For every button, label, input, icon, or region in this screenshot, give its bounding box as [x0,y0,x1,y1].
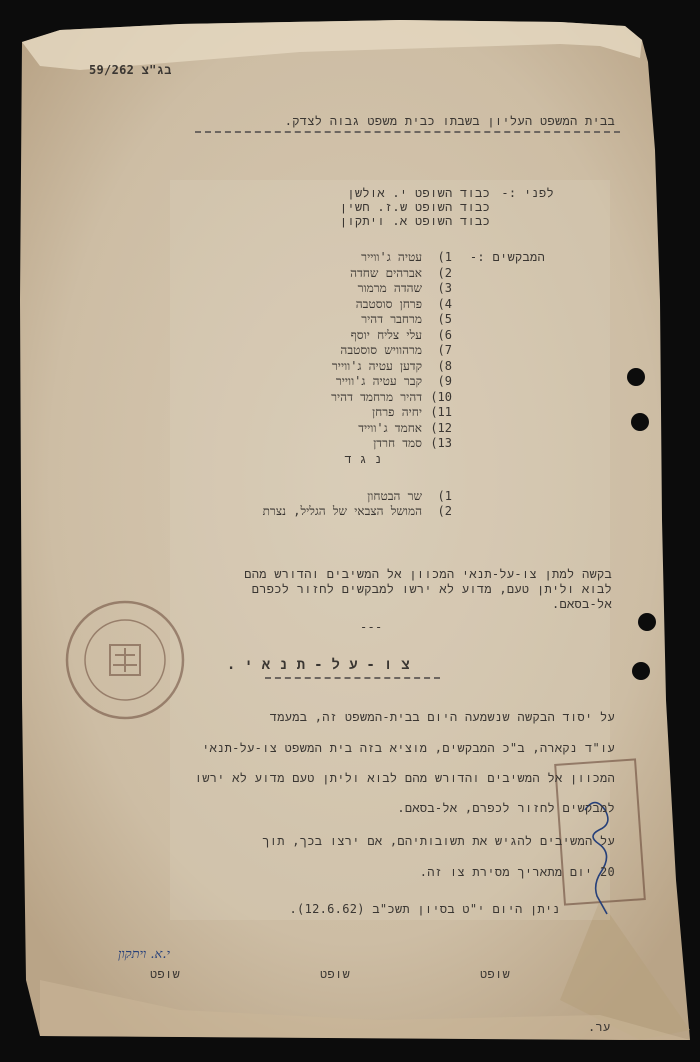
petitioner-number: 4) [437,296,452,311]
petitioner-name: אחמד ג'ווייד [358,420,422,435]
petitioner-row [336,374,452,389]
petitioner-row [332,359,452,374]
respondent-name: שר הבטחון [367,489,422,503]
signature-2: שופט [320,967,351,981]
order-underline [265,677,440,679]
petitioner-name: אברהים שחדה [350,265,422,280]
petitioner-number: 3) [437,281,452,295]
separator: --- [360,620,383,634]
court-title: בבית המשפט העליון בשבתו כבית משפט גבוה לצדק. [284,114,615,128]
petitioner-number: 13) [430,436,452,450]
response-line-1: על המשיבים להגיש את תשובותיהם, אם ירצו בכך, תוך [262,834,615,848]
petitioner-name: שהדה מרמור [357,281,422,295]
respondent-row [263,504,452,519]
petitioner-number: 8) [437,358,452,373]
judge-3: כבוד השופט א. ויתקון [339,214,490,228]
petitioner-name: קבר עטיה ג'ווייר [335,374,422,388]
petitioner-name: יחיה פרחן [372,405,422,419]
petitioner-name: דהיר מרחמד דהיר [331,389,422,404]
petitioner-number: 7) [437,343,452,357]
petitioner-number: 6) [437,327,452,342]
respondent-name: המושל הצבאי של הגליל, נצרת [262,504,422,518]
petitioner-row [361,250,452,265]
petitioner-name: פרחן סוסטבה [355,296,422,311]
request-line-2: לבוא וליתן טעם, מדוע לא ירשו למבקשים לחזור לכפרם [251,582,612,596]
title-underline [195,131,620,133]
petitioners-label: המבקשים :- [469,250,545,264]
petitioner-name: עלי צליח יוסף [350,327,422,342]
petitioner-row [373,436,452,451]
petitioner-number: 2) [437,265,452,280]
petitioner-number: 5) [437,312,452,326]
order-title: צ ו - ע ל - ת נ א י . [226,657,410,673]
petitioner-number: 10) [430,389,452,404]
body-line-3: המכוון אל המשיבים והדורש מהם לבוא וליתן טעם מדוע לא ירשו [194,771,615,785]
petitioner-row [331,390,452,405]
request-line-3: אל-בסאם. [551,597,612,611]
judge-1: כבוד השופט י. אולשן [347,186,490,200]
petitioner-row [358,281,452,296]
petitioner-name: מרהוויש סוסטבה [340,343,422,357]
petitioner-name: קדען עטיה ג'ווייר [331,358,422,373]
petitioner-row [358,421,452,436]
respondent-row [367,489,452,504]
body-line-1: על יסוד הבקשה שנשמעה היום בבית-המשפט זה, במעמד [269,710,615,724]
response-line-2: 20 יום מתאריך מסירת צו זה. [419,865,615,879]
body-line-2: עו"ד נקארה, ב"כ המבקשים, מוציא בזה בית המשפט צו-על-תנאי [202,741,615,755]
petitioner-row [350,266,452,281]
petitioner-row [340,343,452,358]
petitioner-number: 11) [430,405,452,419]
judge-2: כבוד השופט ש.ז. חשין [339,200,490,214]
before-label: לפני :- [501,186,554,200]
petitioner-name: עטיה ג'ווייר [361,250,422,264]
petitioner-row [372,405,452,420]
handwritten-judge-name: י.א. ויתקון [118,947,170,962]
against-label: נ ג ד [344,452,382,466]
respondent-number: 1) [437,489,452,503]
petitioner-row [351,328,452,343]
petitioner-number: 12) [430,420,452,435]
respondent-number: 2) [437,504,452,518]
signature-3: שופט [480,967,511,981]
petitioner-row [361,312,452,327]
signature-1: שופט [150,967,181,981]
petitioner-name: סמד חרדן [373,436,422,450]
petitioner-row [356,297,452,312]
case-number: בג"צ 59/262 [89,63,172,77]
petitioner-number: 1) [437,250,452,264]
body-line-4: למבקשים לחזור לכפרם, אל-בסאם. [397,801,615,815]
given-date: ניתן היום י"ט בסיון תשכ"ב (12.6.62). [289,902,560,916]
request-line-1: בקשה למתן צו-על-תנאי המכוון אל המשיבים והדורש מהם [244,567,612,581]
petitioner-number: 9) [437,374,452,388]
petitioner-name: מרחבר דהיר [361,312,422,326]
bottom-fragment: ער. [588,1020,611,1034]
court-seal [67,602,183,718]
